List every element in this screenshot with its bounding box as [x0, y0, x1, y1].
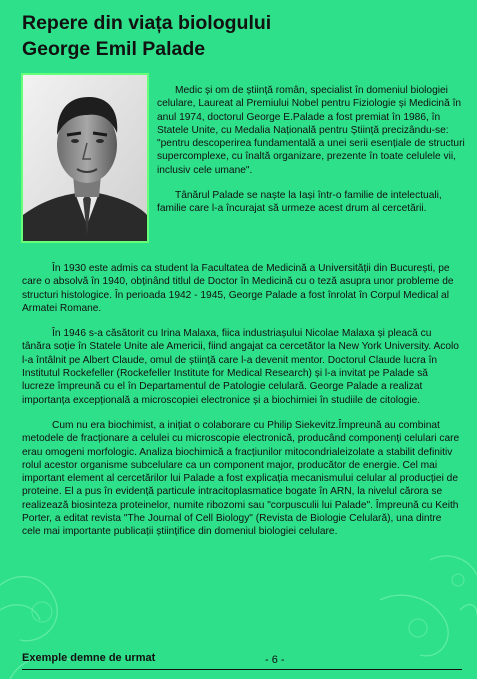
- page-number: - 6 -: [265, 654, 285, 666]
- body-paragraph: Cum nu era biochimist, a inițiat o colaborare cu Philip Siekevitz.Împreună au combinat metodele de fracționare a celulei cu microscopie electronică, producând componenți celulari care erau omogeni morfologic. Analiza biochimică a fracțiunilor mitocondrialeizolate a stabilit definitiv rolul acestor organisme subcelulare ca un component major, producător de energie. Cel mai important element al cercetărilor lui Palade a fost explicația mecanismului celular al producției de proteine. El a pus în evidență particule intracitoplasmatice bogate în ARN, la nivelul cărora se realizează biosinteza proteinelor, numite ribozomi sau "corpusculii lui Palade". Împreună cu Keith Porter, a editat revista "The Journal of Cell Biology" (Revista de Biologie Celulară), una dintre cele mai importante publicații științifice din domeniul biologiei celulare.: [22, 419, 460, 538]
- intro-paragraph: Tânărul Palade se naște la Iași într-o familie de intelectuali, familie care l-a încurajat să urmeze acest drum al cercetării.: [157, 190, 442, 215]
- title-line-1: Repere din viața biologului: [22, 12, 272, 34]
- intro-text: [157, 84, 467, 216]
- body-text: [22, 262, 462, 551]
- page-title: [22, 10, 462, 62]
- footer-divider: [22, 669, 462, 670]
- body-paragraph: În 1930 este admis ca student la Facultatea de Medicină a Universității din București, pe care o absolvă în 1940, obținând titlul de Doctor în Medicină cu o teză asupra unor probleme de structuri histologice. În perioada 1942 - 1945, George Palade a fost înrolat în Corpul Medical al Armatei Romane.: [22, 263, 454, 314]
- portrait-photo: [21, 73, 149, 243]
- body-paragraph: În 1946 s-a căsătorit cu Irina Malaxa, fiica industriașului Nicolae Malaxa și pleacă cu tânăra soție în Statele Unite ale Americii, fiind angajat ca cercetător la New York University. Acolo l-a întâlnit pe Albert Claude, omul de știință care l-a devenit mentor. Doctorul Claude lucra în Institutul Rockefeller (Rockefeller Institute for Medical Research) și l-a invitat pe Palade să lucreze împreună cu el în Departamentul de Patologie celulară. George Palade a realizat importanța excepțională a microscopiei electronice și a biochimiei în studiile de citologie.: [22, 328, 459, 406]
- portrait-image: [23, 75, 147, 241]
- intro-paragraph: Medic și om de știință român, specialist în domeniul biologiei celulare, Laureat al Premiului Nobel pentru Fiziologie și Medicină în anul 1974, doctorul George E.Palade a fost premiat în 1986, în Statele Unite, cu Medalia Națională pentru Știință precizându-se: "pentru descoperirea fundamentală a unei serii esențiale de structuri supercomplexe, cu înaltă organizare, prezente în toate celulele vii, inclusiv cele umane".: [157, 85, 465, 176]
- footer-label: Exemple demne de urmat: [22, 652, 156, 664]
- title-line-2: George Emil Palade: [22, 38, 206, 60]
